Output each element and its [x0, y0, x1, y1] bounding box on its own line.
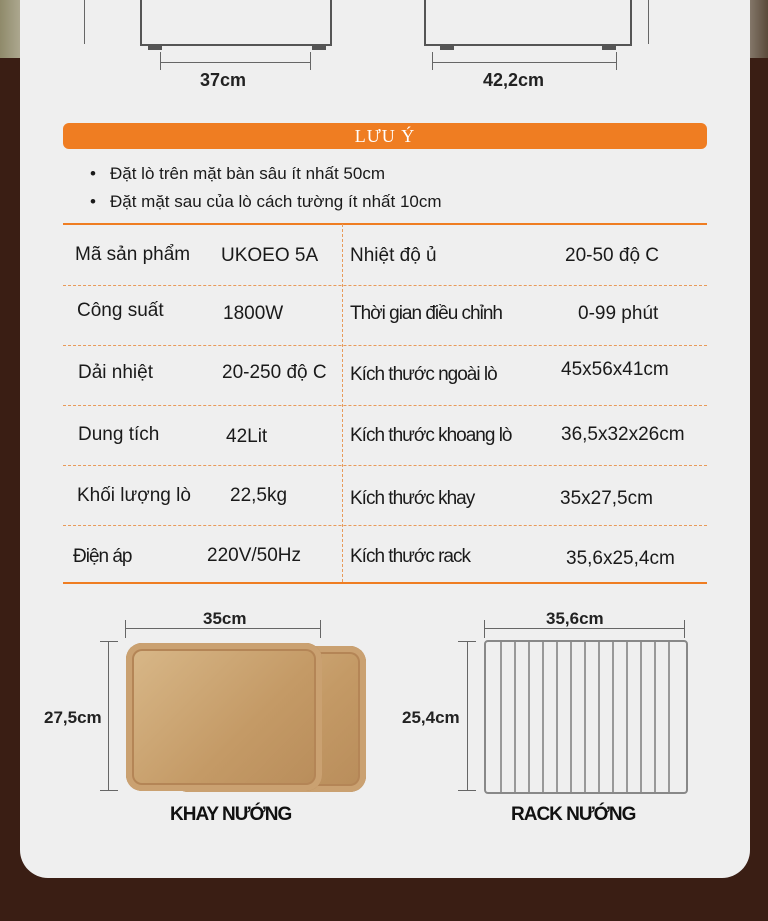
dim-tick: [320, 620, 321, 638]
baking-tray-front: [126, 643, 322, 791]
spec-label: Công suất: [77, 300, 164, 321]
dim-tick: [125, 620, 126, 638]
tray-caption: KHAY NƯỚNG: [170, 804, 292, 825]
spec-label: Kích thước khoang lò: [350, 425, 512, 446]
dimension-width-right: 42,2cm: [483, 70, 545, 90]
dim-tick: [84, 0, 85, 44]
spec-label: Thời gian điều chỉnh: [350, 303, 502, 324]
spec-label: Kích thước ngoài lò: [350, 364, 497, 385]
tray-height-label: 27,5cm: [44, 708, 102, 727]
table-row: [63, 524, 707, 586]
rack-wire: [640, 642, 642, 792]
dim-tick: [100, 641, 118, 642]
tray-width-label: 35cm: [203, 609, 247, 628]
rack-wire: [612, 642, 614, 792]
dim-tick: [100, 790, 118, 791]
spec-value: 35,6x25,4cm: [566, 548, 675, 569]
dim-tick: [684, 620, 685, 638]
notice-item: • Đặt mặt sau của lò cách tường ít nhất 10cm: [90, 188, 442, 216]
rack-wire: [668, 642, 670, 792]
table-row: [63, 404, 707, 466]
oven-foot: [602, 44, 616, 50]
oven-side-sketch: [424, 0, 632, 46]
spec-value: 220V/50Hz: [207, 545, 302, 566]
spec-value: 1800W: [223, 303, 284, 324]
spec-value: 42Lit: [226, 426, 268, 447]
dim-tick: [432, 52, 433, 70]
rack-wire: [528, 642, 530, 792]
dim-line: [108, 641, 109, 790]
rack-wire: [626, 642, 628, 792]
oven-front-sketch: [140, 0, 332, 46]
spec-value: 36,5x32x26cm: [561, 424, 685, 445]
dimension-width-left: 37cm: [200, 70, 247, 90]
table-row: [63, 284, 707, 346]
spec-value: 0-99 phút: [578, 303, 659, 324]
spec-label: Dải nhiệt: [78, 362, 153, 383]
dim-tick: [310, 52, 311, 70]
rack-wire: [514, 642, 516, 792]
spec-value: 20-50 độ C: [565, 245, 660, 266]
rack-wire: [584, 642, 586, 792]
rack-wire: [542, 642, 544, 792]
spec-label: Kích thước khay: [350, 488, 475, 509]
spec-label: Mã sản phẩm: [75, 244, 191, 265]
spec-label: Nhiệt độ ủ: [350, 245, 437, 266]
dim-line: [432, 62, 616, 63]
dim-tick: [484, 620, 485, 638]
dim-tick: [160, 52, 161, 70]
dim-line: [467, 641, 468, 790]
table-row: [63, 464, 707, 526]
spec-label: Kích thước rack: [350, 546, 470, 567]
spec-label: Khối lượng lò: [77, 485, 191, 506]
rack-wire: [556, 642, 558, 792]
rack-wire: [598, 642, 600, 792]
rack-wire: [500, 642, 502, 792]
spec-value: 20-250 độ C: [222, 362, 327, 383]
oven-foot: [440, 44, 454, 50]
oven-foot: [148, 44, 162, 50]
rack-width-label: 35,6cm: [546, 609, 604, 628]
dim-tick: [458, 790, 476, 791]
spec-value: UKOEO 5A: [221, 245, 319, 266]
rack-wire: [654, 642, 656, 792]
dim-tick: [616, 52, 617, 70]
spec-label: Dung tích: [78, 424, 160, 445]
spec-value: 45x56x41cm: [561, 359, 669, 380]
notice-title-bar: LƯU Ý: [63, 123, 707, 149]
oven-foot: [312, 44, 326, 50]
table-row: [63, 224, 707, 286]
table-row: [63, 344, 707, 406]
spec-label: Điện áp: [73, 546, 132, 567]
notice-list: [90, 160, 442, 216]
wire-rack: [484, 640, 688, 794]
rack-height-label: 25,4cm: [402, 708, 460, 727]
table-bottom-rule: [63, 582, 707, 584]
rack-wire: [570, 642, 572, 792]
dim-line: [160, 62, 310, 63]
spec-value: 35x27,5cm: [560, 488, 653, 509]
rack-caption: RACK NƯỚNG: [511, 804, 636, 825]
spec-value: 22,5kg: [230, 485, 288, 506]
dim-tick: [648, 0, 649, 44]
notice-item: • Đặt lò trên mặt bàn sâu ít nhất 50cm: [90, 160, 442, 188]
